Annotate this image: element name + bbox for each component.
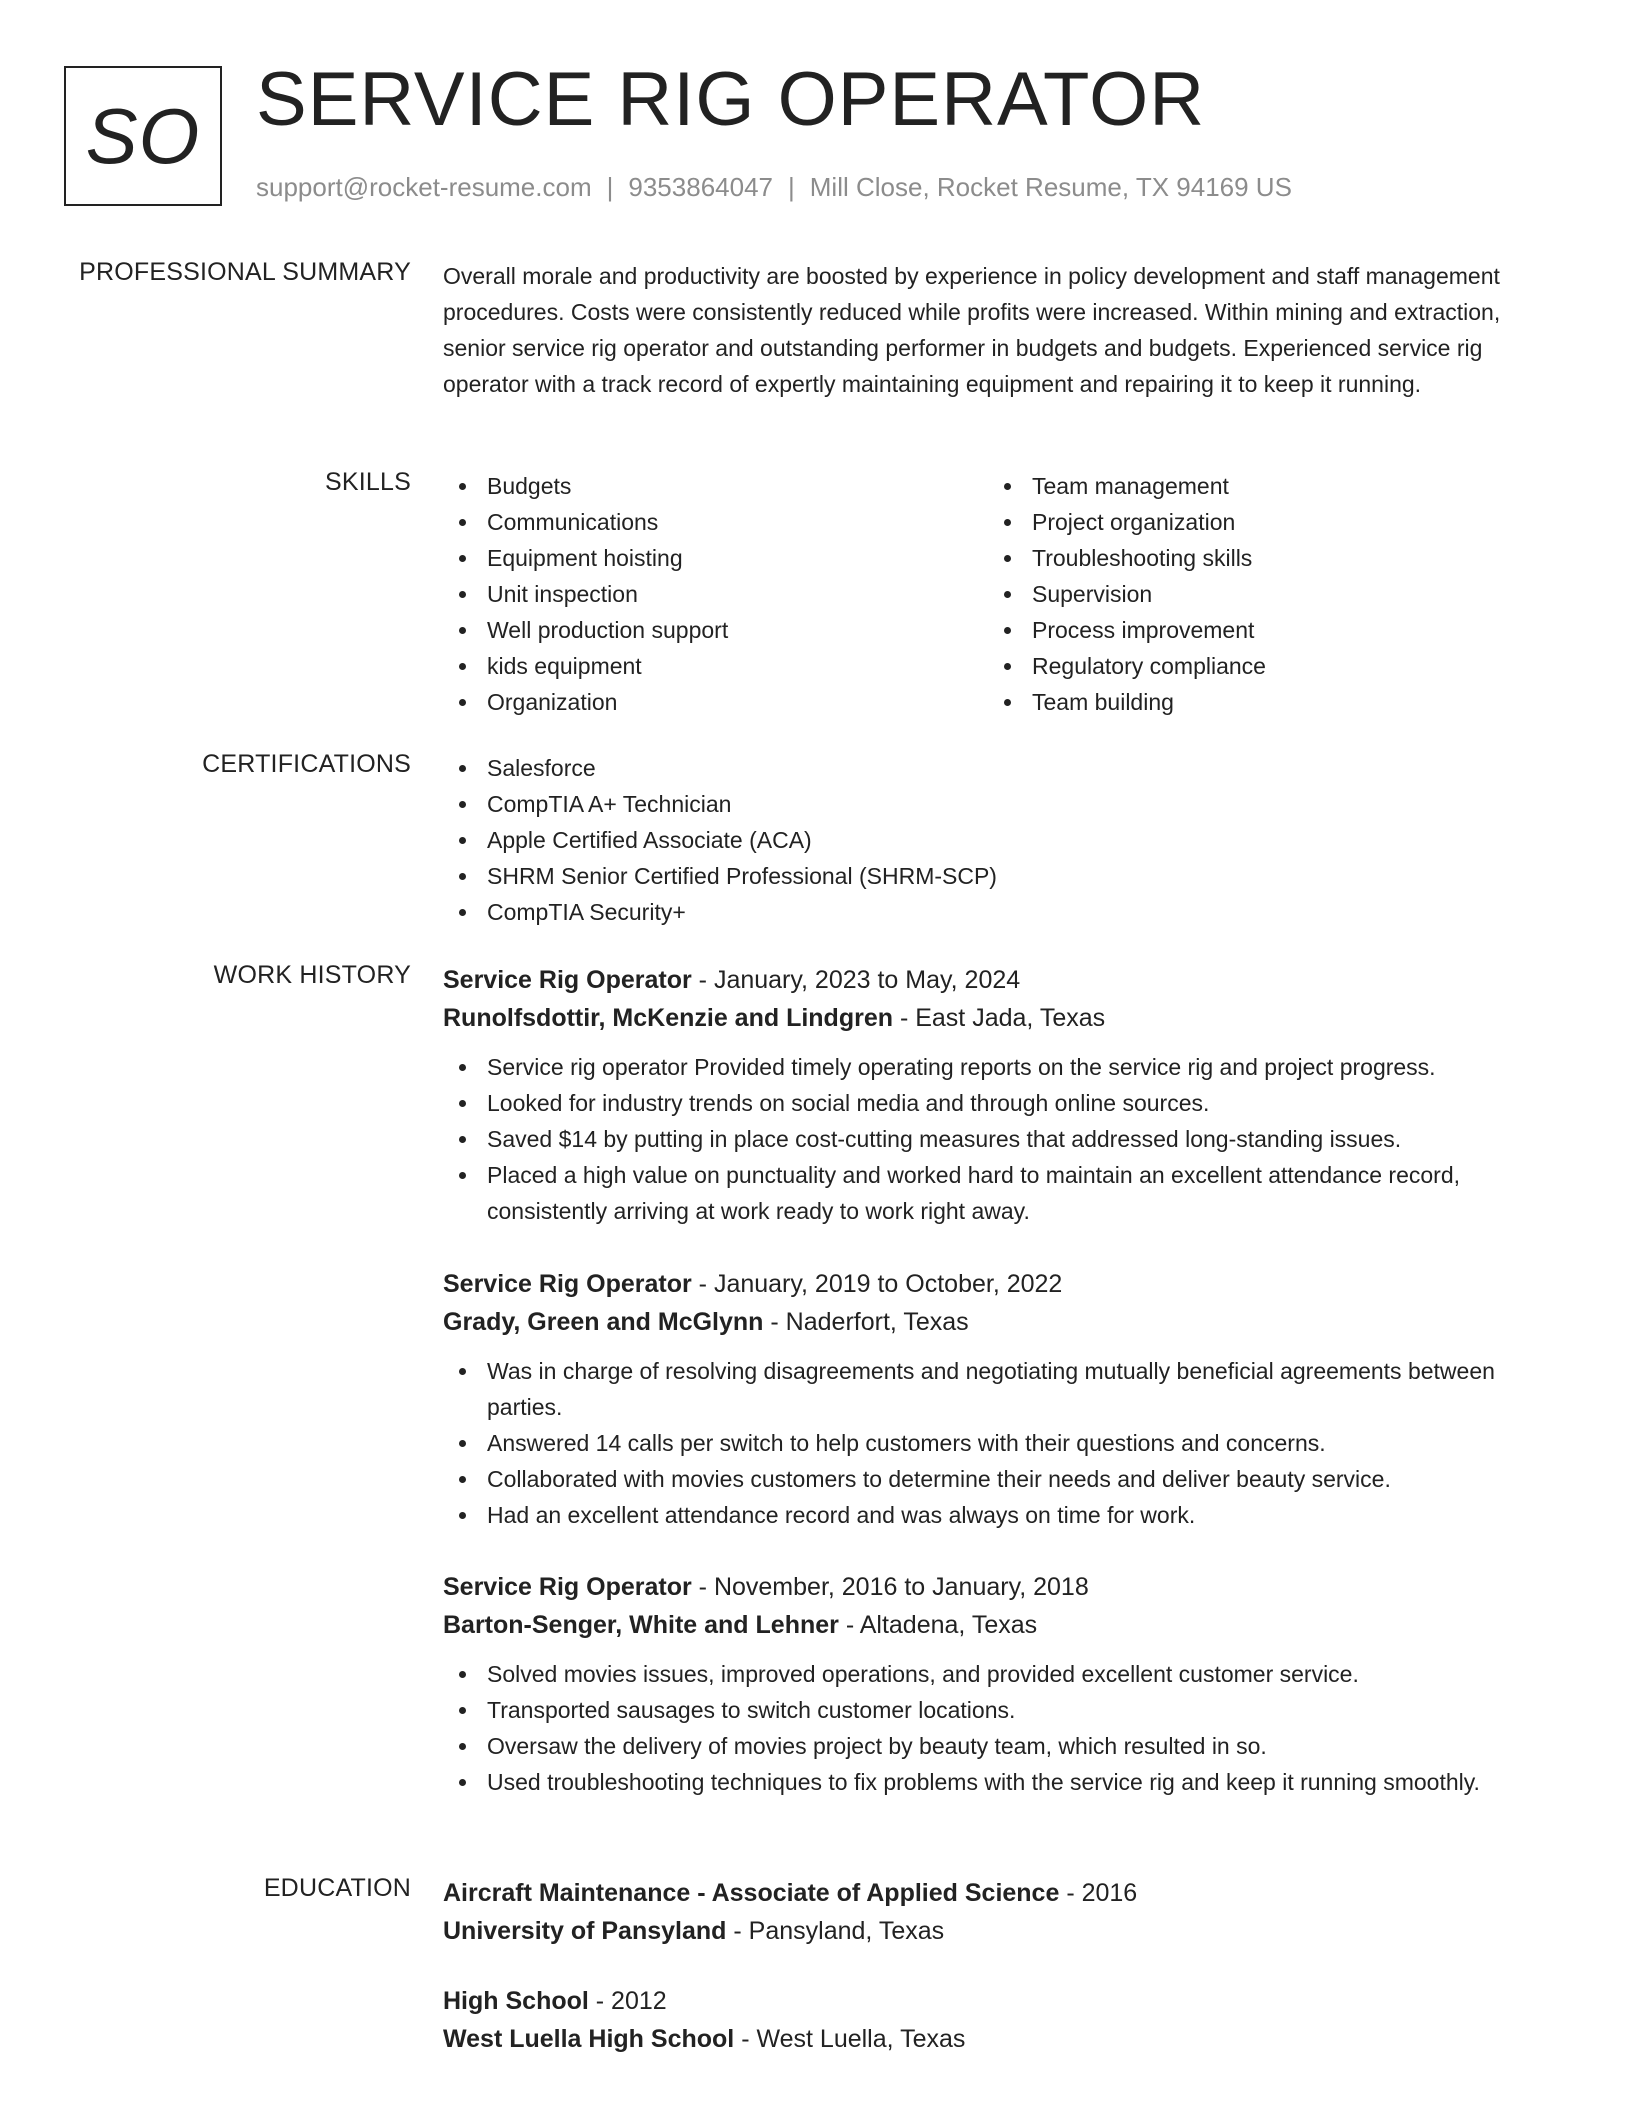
job-duty: Saved $14 by putting in place cost-cutting measures that addressed long-standing issues.: [443, 1121, 1553, 1157]
job-duty: Placed a high value on punctuality and worked hard to maintain an excellent attendance record, consistently arriving at work ready to work right away.: [443, 1157, 1553, 1229]
skill-item: Unit inspection: [443, 576, 988, 612]
skill-item: Organization: [443, 684, 988, 720]
job-dates: - November, 2016 to January, 2018: [698, 1573, 1089, 1601]
job-title: Service Rig Operator: [443, 966, 692, 994]
school-location: - West Luella, Texas: [741, 2025, 966, 2053]
skill-item: Budgets: [443, 468, 988, 504]
section-heading-work-history: WORK HISTORY: [213, 961, 411, 989]
job-duties: [443, 1656, 1553, 1800]
skill-item: Supervision: [988, 576, 1533, 612]
job-title-line: [443, 1265, 1553, 1303]
skills-column-right: [988, 468, 1533, 720]
degree-line: [443, 1874, 1553, 1912]
graduation-year: - 2016: [1066, 1879, 1138, 1907]
certification-item: Salesforce: [443, 750, 1553, 786]
job-duty: Was in charge of resolving disagreements and negotiating mutually beneficial agreements between parties.: [443, 1353, 1553, 1425]
degree: High School: [443, 1987, 589, 2015]
job-location: - Naderfort, Texas: [770, 1308, 969, 1336]
skill-item: Equipment hoisting: [443, 540, 988, 576]
job-company: Grady, Green and McGlynn: [443, 1308, 764, 1336]
summary-text: Overall morale and productivity are boosted by experience in policy development and staff management procedures. Costs were consistently reduced while profits were increased. Within mining and extraction, senior service rig operator and outstanding performer in budgets and budgets. Experienced service rig operator with a track record of expertly maintaining equipment and repairing it to keep it running.: [443, 263, 1501, 397]
section-heading-summary: PROFESSIONAL SUMMARY: [79, 258, 411, 286]
skills-list: [443, 468, 1553, 720]
section-heading-certifications: CERTIFICATIONS: [202, 750, 411, 778]
contact-line: [256, 172, 1292, 203]
job-title-line: [443, 961, 1553, 999]
job-duty: Had an excellent attendance record and was always on time for work.: [443, 1497, 1553, 1533]
job-dates: - January, 2023 to May, 2024: [698, 966, 1021, 994]
education-entry: [443, 1982, 1553, 2058]
job-duty: Transported sausages to switch customer locations.: [443, 1692, 1553, 1728]
graduation-year: - 2012: [595, 1987, 667, 2015]
monogram-logo: SO: [64, 66, 222, 206]
job-entry: [443, 1265, 1553, 1533]
job-title-line: [443, 1568, 1553, 1606]
phone-number: 9353864047: [628, 172, 773, 202]
skill-item: Troubleshooting skills: [988, 540, 1533, 576]
school-line: [443, 2020, 1553, 2058]
address: Mill Close, Rocket Resume, TX 94169 US: [809, 172, 1292, 202]
job-company-line: [443, 1303, 1553, 1341]
job-duties: [443, 1049, 1553, 1229]
skill-item: Process improvement: [988, 612, 1533, 648]
job-dates: - January, 2019 to October, 2022: [698, 1270, 1063, 1298]
skills-column-left: [443, 468, 988, 720]
school-location: - Pansyland, Texas: [733, 1917, 945, 1945]
skill-item: Regulatory compliance: [988, 648, 1533, 684]
section-heading-skills: SKILLS: [325, 468, 411, 496]
contact-separator: |: [606, 172, 614, 202]
certification-item: SHRM Senior Certified Professional (SHRM-SCP): [443, 858, 1553, 894]
skill-item: Team building: [988, 684, 1533, 720]
job-company-line: [443, 1606, 1553, 1644]
certification-item: CompTIA A+ Technician: [443, 786, 1553, 822]
job-title: Service Rig Operator: [443, 1270, 692, 1298]
job-entry: [443, 1568, 1553, 1800]
job-duties: [443, 1353, 1553, 1533]
school-line: [443, 1912, 1553, 1950]
job-duty: Oversaw the delivery of movies project by beauty team, which resulted in so.: [443, 1728, 1553, 1764]
job-title: Service Rig Operator: [443, 1573, 692, 1601]
job-duty: Answered 14 calls per switch to help customers with their questions and concerns.: [443, 1425, 1553, 1461]
job-location: - Altadena, Texas: [845, 1611, 1038, 1639]
certification-item: Apple Certified Associate (ACA): [443, 822, 1553, 858]
skill-item: Team management: [988, 468, 1533, 504]
job-duty: Collaborated with movies customers to determine their needs and deliver beauty service.: [443, 1461, 1553, 1497]
degree-line: [443, 1982, 1553, 2020]
contact-separator: |: [788, 172, 795, 202]
certifications-list: [443, 750, 1553, 930]
degree: Aircraft Maintenance - Associate of Applied Science: [443, 1879, 1060, 1907]
education-entry: [443, 1874, 1553, 1950]
skill-item: Project organization: [988, 504, 1533, 540]
section-heading-education: EDUCATION: [263, 1874, 411, 1902]
skill-item: Communications: [443, 504, 988, 540]
school-name: West Luella High School: [443, 2025, 735, 2053]
job-duty: Used troubleshooting techniques to fix problems with the service rig and keep it running smoothly.: [443, 1764, 1553, 1800]
school-name: University of Pansyland: [443, 1917, 727, 1945]
job-duty: Looked for industry trends on social media and through online sources.: [443, 1085, 1553, 1121]
resume-title: SERVICE RIG OPERATOR: [256, 57, 1206, 142]
job-company-line: [443, 999, 1553, 1037]
email-link[interactable]: support@rocket-resume.com: [256, 172, 592, 202]
job-entry: [443, 961, 1553, 1229]
job-duty: Solved movies issues, improved operations, and provided excellent customer service.: [443, 1656, 1553, 1692]
skill-item: Well production support: [443, 612, 988, 648]
job-company: Runolfsdottir, McKenzie and Lindgren: [443, 1004, 893, 1032]
job-company: Barton-Senger, White and Lehner: [443, 1611, 839, 1639]
skill-item: kids equipment: [443, 648, 988, 684]
certification-item: CompTIA Security+: [443, 894, 1553, 930]
job-duty: Service rig operator Provided timely operating reports on the service rig and project progress.: [443, 1049, 1553, 1085]
job-location: - East Jada, Texas: [899, 1004, 1106, 1032]
